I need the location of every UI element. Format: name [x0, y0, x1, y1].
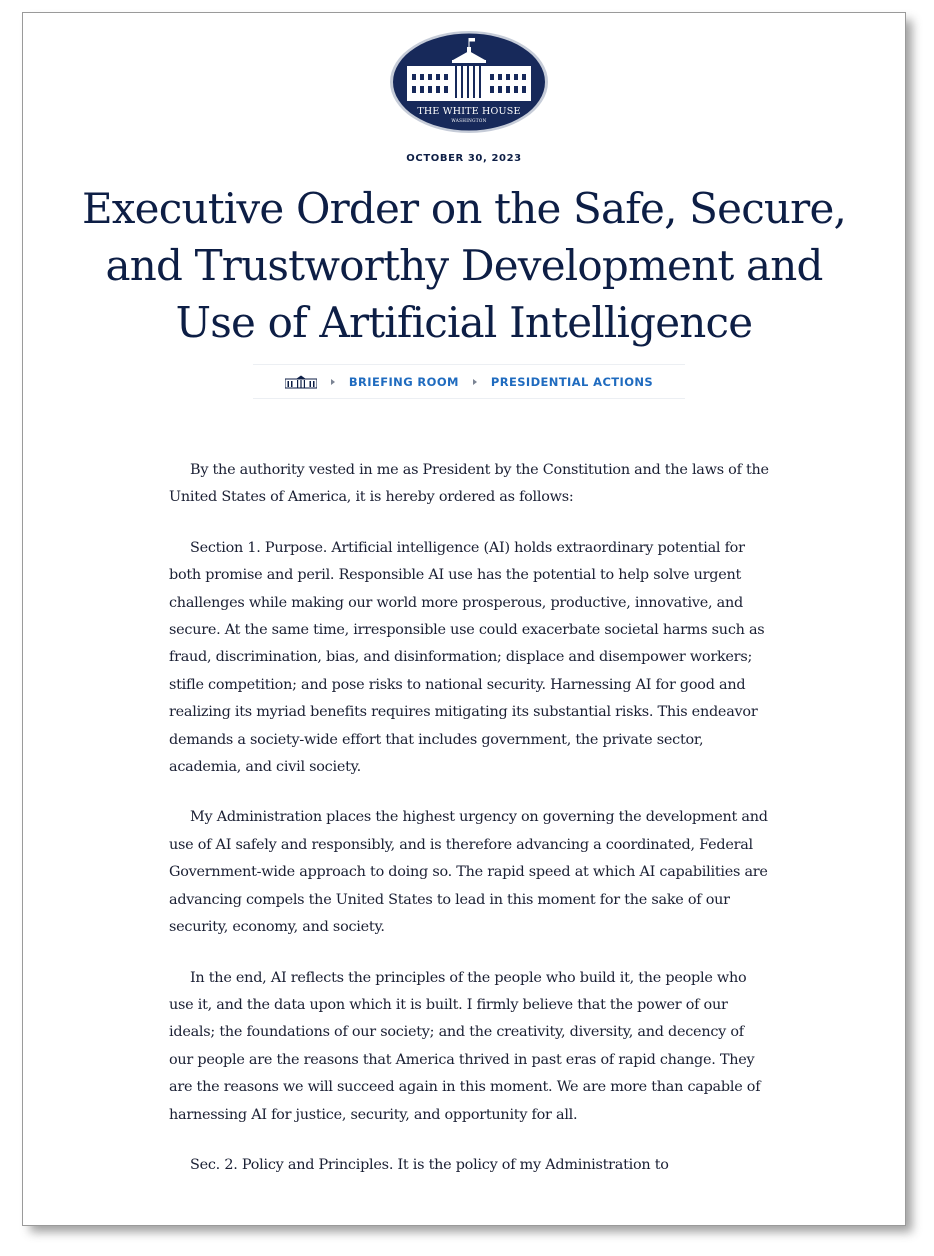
order-body	[169, 457, 771, 1202]
seal-line1: THE WHITE HOUSE	[417, 106, 521, 117]
seal-line2: WASHINGTON	[451, 118, 487, 123]
white-house-seal-icon[interactable]	[389, 30, 549, 134]
breadcrumb-briefing-room[interactable]: BRIEFING ROOM	[348, 374, 459, 389]
paragraph-section-1: Section 1. Purpose. Artificial intelligence (AI) holds extraordinary potential for both promise and peril. Responsible AI use has the potential to help solve urgent challenges while making our world more prosperous, productive, innovative, and secure. At the same time, irresponsible use could exacerbate societal harms such as fraud, discrimination, bias, and disinformation; displace and disempower workers; stifle competition; and pose risks to national security. Harnessing AI for good and realizing its myriad benefits requires mitigating its substantial risks. This endeavor demands a society-wide effort that includes government, the private sector, academia, and civil society.	[169, 539, 765, 776]
chevron-right-icon	[473, 379, 477, 385]
breadcrumb-presidential-actions[interactable]: PRESIDENTIAL ACTIONS	[490, 374, 654, 389]
white-house-icon[interactable]	[285, 375, 317, 389]
paragraph-in-the-end: In the end, AI reflects the principles of the people who build it, the people who use it, and the data upon which it is built. I firmly believe that the power of our ideals; the foundations of our society; and the creativity, diversity, and decency of our people are the reasons that America thrived in past eras of rapid change. They are the reasons we will succeed again in this moment. We are more than capable of harnessing AI for justice, security, and opportunity for all.	[169, 969, 761, 1123]
paragraph-section-2: Sec. 2. Policy and Principles. It is the policy of my Administration to	[190, 1156, 669, 1173]
breadcrumb	[253, 364, 685, 399]
chevron-right-icon	[331, 379, 335, 385]
page-title: Executive Order on the Safe, Secure, and Trustworthy Development and Use of Artificial Intelligence	[81, 184, 847, 347]
paragraph-preamble: By the authority vested in me as President by the Constitution and the laws of the United States of America, it is hereby ordered as follows:	[169, 462, 769, 506]
publish-date: OCTOBER 30, 2023	[406, 153, 522, 164]
document-page	[22, 12, 906, 1226]
paragraph-administration: My Administration places the highest urgency on governing the development and use of AI safely and responsibly, and is therefore advancing a coordinated, Federal Government-wide approach to doing so. The rapid speed at which AI capabilities are advancing compels the United States to lead in this moment for the sake of our security, economy, and society.	[169, 809, 768, 936]
